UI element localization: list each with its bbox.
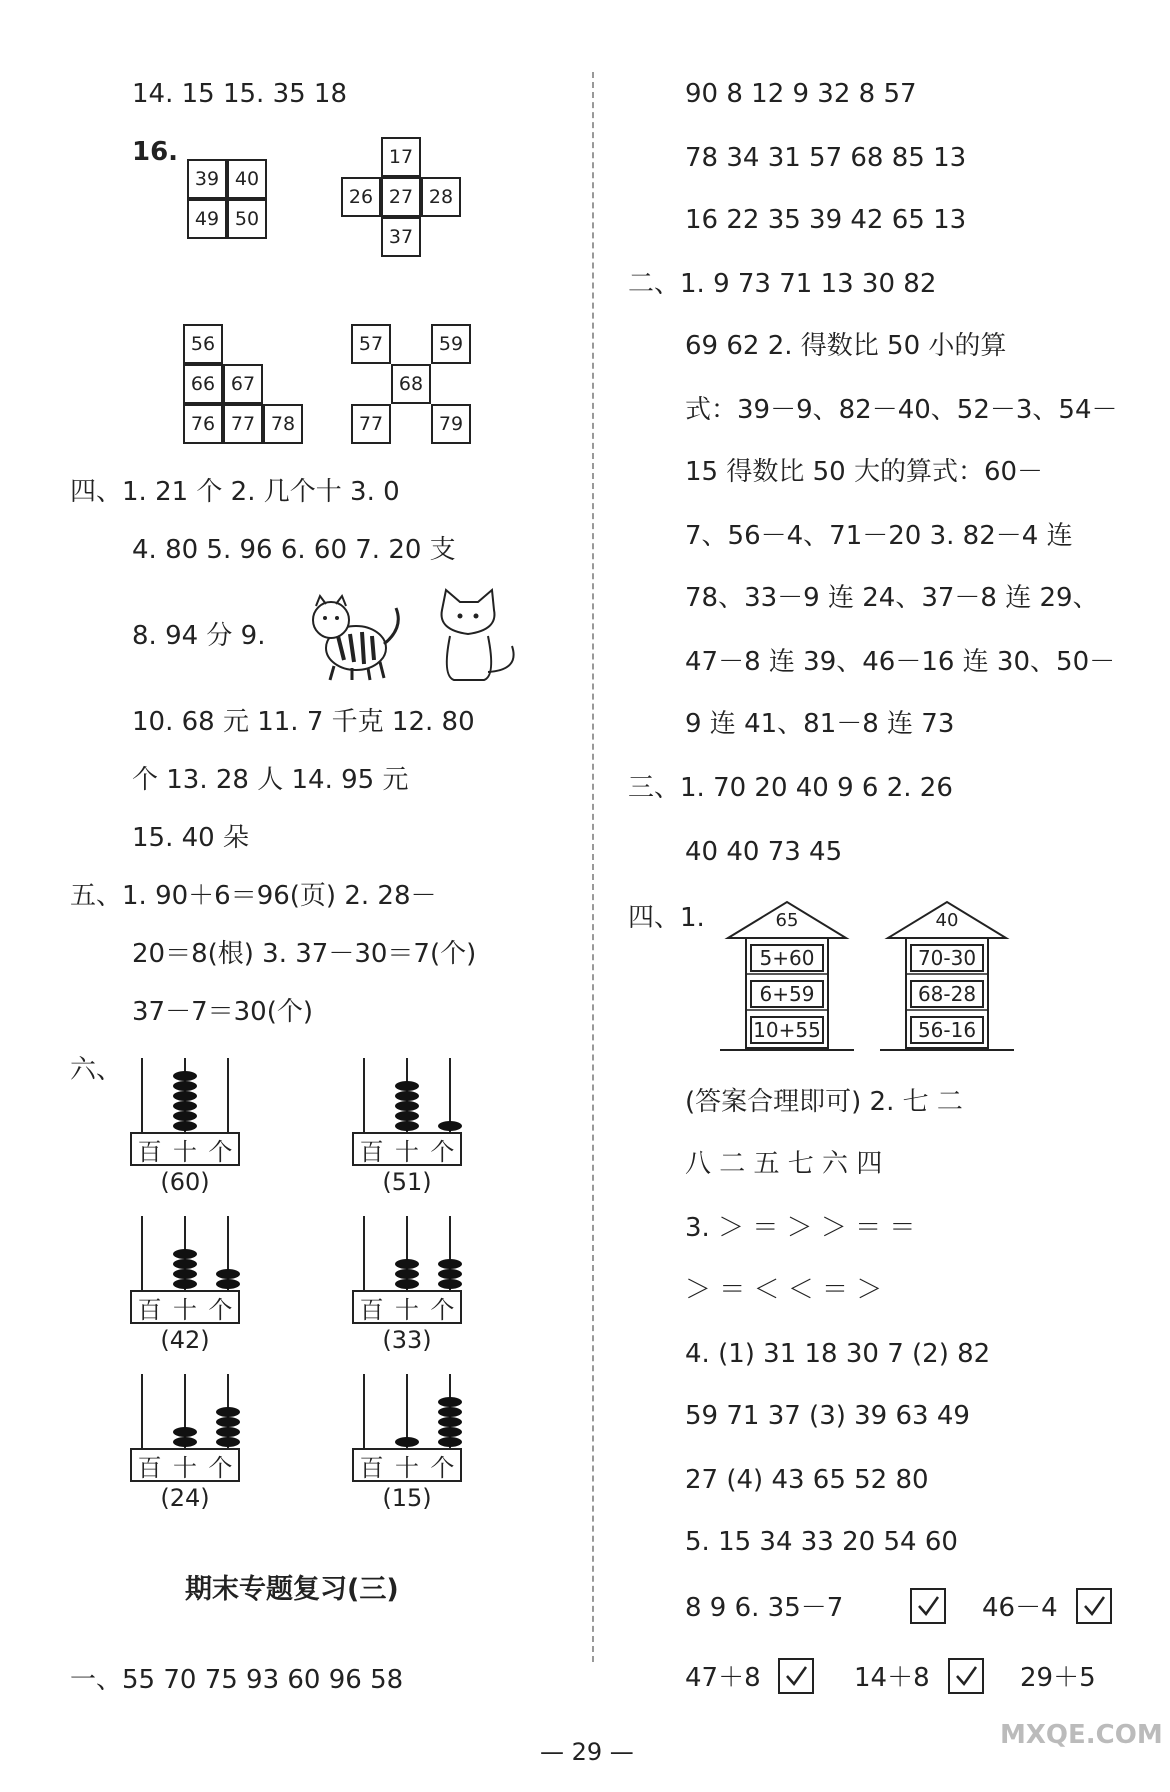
- right-section-4-label: 四、1.: [628, 903, 705, 933]
- house-row: 10+55: [750, 1016, 824, 1044]
- abacus-value: (51): [382, 1168, 432, 1196]
- right-line-7: 15 得数比 50 大的算式：60－: [685, 457, 1044, 487]
- abacus-value: (33): [382, 1326, 432, 1354]
- house-row: 5+60: [750, 944, 824, 972]
- grid-cell: 40: [227, 159, 267, 199]
- grid-cell: 39: [187, 159, 227, 199]
- right-line-23: 8 9 6. 35－7: [685, 1593, 844, 1623]
- cross-cell: 27: [381, 177, 421, 217]
- abacus-label: 百 十 个: [352, 1448, 462, 1482]
- abacus-60: [130, 1058, 290, 1198]
- x-cell: 77: [351, 404, 391, 444]
- right-line-1: 90 8 12 9 32 8 57: [685, 79, 917, 109]
- right-line-2: 78 34 31 57 68 85 13: [685, 143, 967, 173]
- section-4-line-3: 8. 94 分 9.: [132, 621, 266, 651]
- check-icon: [778, 1658, 814, 1694]
- right-line-24c: 29＋5: [1020, 1663, 1096, 1693]
- abacus-value: (15): [382, 1484, 432, 1512]
- section-5-line-3: 37－7＝30(个): [132, 997, 313, 1027]
- abacus-label: 百 十 个: [352, 1290, 462, 1324]
- answer-16-label: 16.: [132, 137, 179, 167]
- section-5-line-1: 五、1. 90＋6＝96(页) 2. 28－: [70, 881, 437, 911]
- abacus-value: (24): [160, 1484, 210, 1512]
- tiger-icon: [296, 588, 408, 684]
- abacus-42: [130, 1216, 290, 1356]
- abacus-value: (60): [160, 1168, 210, 1196]
- house-65: [720, 900, 854, 1056]
- watermark: MXQE.COM: [1000, 1720, 1163, 1750]
- abacus-24: [130, 1374, 290, 1514]
- abacus-label: 百 十 个: [130, 1132, 240, 1166]
- column-divider: [592, 72, 594, 1662]
- x-cell: 79: [431, 404, 471, 444]
- section-4-line-5: 个 13. 28 人 14. 95 元: [132, 765, 409, 795]
- right-line-3: 16 22 35 39 42 65 13: [685, 205, 967, 235]
- right-line-17: 3. ＞ ＝ ＞ ＞ ＝ ＝: [685, 1213, 916, 1243]
- section-6-label: 六、: [70, 1055, 123, 1085]
- house-row: 68-28: [910, 980, 984, 1008]
- house-40: [880, 900, 1014, 1056]
- abacus-51: [352, 1058, 512, 1198]
- stair-cell: 76: [183, 404, 223, 444]
- grid-cell: 49: [187, 199, 227, 239]
- right-line-24b: 14＋8: [854, 1663, 930, 1693]
- abacus-value: (42): [160, 1326, 210, 1354]
- right-line-21: 27 (4) 43 65 52 80: [685, 1465, 929, 1495]
- right-line-5: 69 62 2. 得数比 50 小的算: [685, 331, 1007, 361]
- right-line-13: 40 40 73 45: [685, 837, 843, 867]
- right-line-8: 7、56－4、71－20 3. 82－4 连: [685, 521, 1073, 551]
- cross-cell: 17: [381, 137, 421, 177]
- section-4-line-4: 10. 68 元 11. 7 千克 12. 80: [132, 707, 475, 737]
- abacus-label: 百 十 个: [130, 1448, 240, 1482]
- stair-cell: 66: [183, 364, 223, 404]
- right-line-10: 47－8 连 39、46－16 连 30、50－: [685, 647, 1116, 677]
- abacus-15: [352, 1374, 512, 1514]
- abacus-label: 百 十 个: [352, 1132, 462, 1166]
- right-line-23b: 46－4: [982, 1593, 1058, 1623]
- stair-cell: 78: [263, 404, 303, 444]
- right-line-15: (答案合理即可) 2. 七 二: [685, 1087, 963, 1117]
- page-number: — 29 —: [540, 1738, 634, 1766]
- right-line-11: 9 连 41、81－8 连 73: [685, 709, 955, 739]
- grid-cell: 50: [227, 199, 267, 239]
- right-line-12: 三、1. 70 20 40 9 6 2. 26: [628, 773, 953, 803]
- cross-cell: 28: [421, 177, 461, 217]
- cat-icon: [428, 586, 524, 686]
- right-line-4: 二、1. 9 73 71 13 30 82: [628, 269, 937, 299]
- house-row: 70-30: [910, 944, 984, 972]
- abacus-label: 百 十 个: [130, 1290, 240, 1324]
- house-row: 56-16: [910, 1016, 984, 1044]
- cross-cell: 26: [341, 177, 381, 217]
- section-1-line: 一、55 70 75 93 60 96 58: [70, 1665, 404, 1695]
- stair-cell: 56: [183, 324, 223, 364]
- house-roof-number: 65: [775, 910, 799, 931]
- section-5-line-2: 20＝8(根) 3. 37－30＝7(个): [132, 939, 477, 969]
- check-icon: [1076, 1588, 1112, 1624]
- x-cell: 57: [351, 324, 391, 364]
- check-icon: [910, 1588, 946, 1624]
- stair-cell: 67: [223, 364, 263, 404]
- right-line-18: ＞ ＝ ＜ ＜ ＝ ＞: [685, 1275, 883, 1305]
- right-line-6: 式：39－9、82－40、52－3、54－: [685, 395, 1118, 425]
- section-title: 期末专题复习(三): [185, 1574, 399, 1605]
- section-4-line-1: 四、1. 21 个 2. 几个十 3. 0: [70, 477, 400, 507]
- x-cell: 68: [391, 364, 431, 404]
- right-line-20: 59 71 37 (3) 39 63 49: [685, 1401, 970, 1431]
- answer-14-15: 14. 15 15. 35 18: [132, 79, 348, 109]
- section-4-line-2: 4. 80 5. 96 6. 60 7. 20 支: [132, 535, 456, 565]
- house-roof-number: 40: [935, 910, 959, 931]
- cross-cell: 37: [381, 217, 421, 257]
- right-line-9: 78、33－9 连 24、37－8 连 29、: [685, 583, 1099, 613]
- check-icon: [948, 1658, 984, 1694]
- section-4-line-6: 15. 40 朵: [132, 823, 249, 853]
- right-line-19: 4. (1) 31 18 30 7 (2) 82: [685, 1339, 991, 1369]
- stair-cell: 77: [223, 404, 263, 444]
- x-cell: 59: [431, 324, 471, 364]
- house-row: 6+59: [750, 980, 824, 1008]
- abacus-33: [352, 1216, 512, 1356]
- right-line-16: 八 二 五 七 六 四: [685, 1149, 883, 1179]
- right-line-22: 5. 15 34 33 20 54 60: [685, 1527, 958, 1557]
- right-line-24: 47＋8: [685, 1663, 761, 1693]
